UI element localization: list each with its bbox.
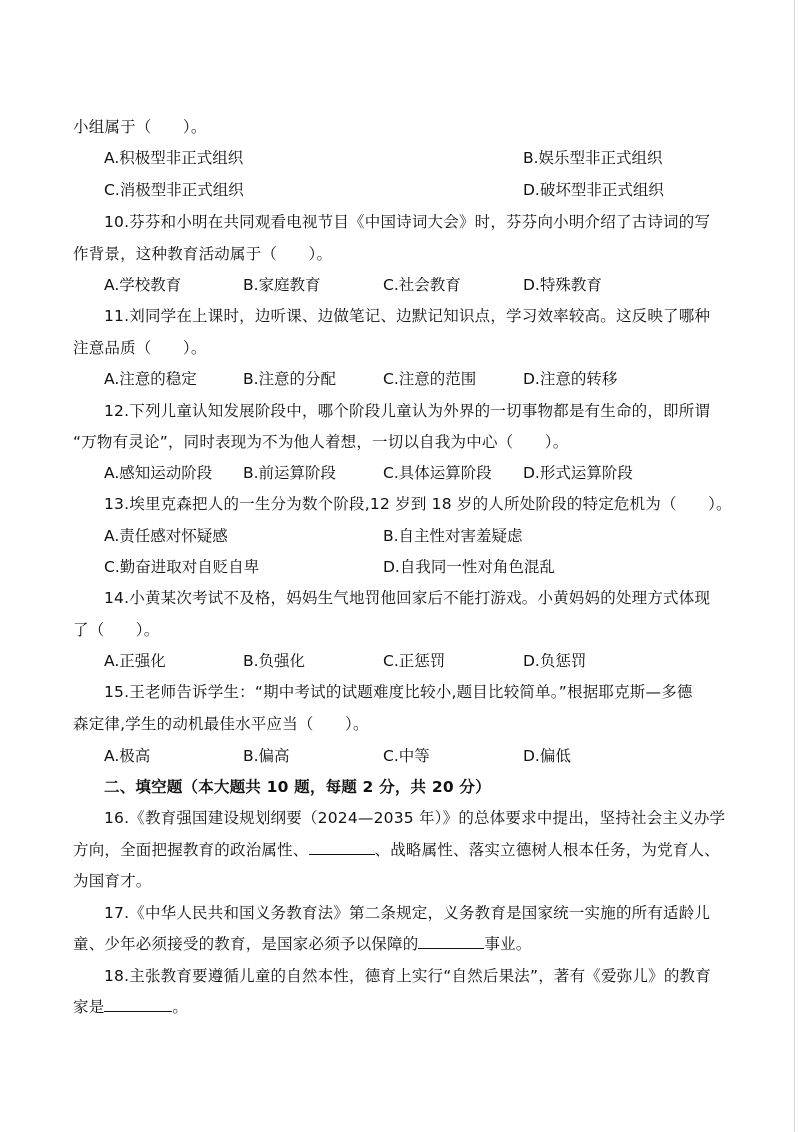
- q16-stem-line1: 16.《教育强国建设规划纲要（2024—2035 年）》的总体要求中提出，坚持社会主义办学: [104, 809, 726, 827]
- q16-answer-blank[interactable]: [309, 840, 375, 855]
- q13-option-b: B.自主性对害羞疑虑: [383, 527, 523, 545]
- q10-option-c: C.社会教育: [383, 276, 461, 294]
- q17-stem-line1: 17.《中华人民共和国义务教育法》第二条规定，义务教育是国家统一实施的所有适龄儿: [104, 904, 711, 922]
- q17-text-after-blank: 事业。: [484, 935, 532, 953]
- q16-stem-line2: [73, 838, 720, 862]
- q12-option-d: D.形式运算阶段: [523, 464, 633, 482]
- q16-text-after-blank: 、战略属性、落实立德树人根本任务，为党育人、: [374, 841, 720, 859]
- q9-option-d: D.破坏型非正式组织: [523, 181, 664, 199]
- q14-option-d: D.负惩罚: [523, 652, 587, 670]
- q11-stem-line1: 11.刘同学在上课时，边听课、边做笔记、边默记知识点，学习效率较高。这反映了哪种: [104, 307, 711, 325]
- q11-option-d: D.注意的转移: [523, 370, 618, 388]
- q18-text-before-blank: 家是: [73, 998, 105, 1016]
- q13-option-d: D.自我同一性对角色混乱: [383, 558, 555, 576]
- q15-option-b: B.偏高: [243, 747, 290, 765]
- section-heading-fill-in-blank: 二、填空题（本大题共 10 题，每题 2 分，共 20 分）: [104, 778, 491, 796]
- q14-stem-line1: 14.小黄某次考试不及格，妈妈生气地罚他回家后不能打游戏。小黄妈妈的处理方式体现: [104, 589, 711, 607]
- q11-option-b: B.注意的分配: [243, 370, 337, 388]
- q12-option-c: C.具体运算阶段: [383, 464, 492, 482]
- q11-stem-line2: 注意品质（ ）。: [73, 339, 207, 357]
- q16-text-before-blank: 方向，全面把握教育的政治属性、: [73, 841, 309, 859]
- q18-stem-line2: [73, 995, 188, 1019]
- q10-option-d: D.特殊教育: [523, 276, 602, 294]
- q15-stem-line1: 15.王老师告诉学生：“期中考试的试题难度比较小,题目比较简单。”根据耶克斯—多德: [104, 683, 693, 701]
- q16-stem-line3: 为国育才。: [73, 872, 152, 890]
- q14-option-a: A.正强化: [104, 652, 166, 670]
- q10-stem-line1: 10.芬芬和小明在共同观看电视节目《中国诗词大会》时，芬芬向小明介绍了古诗词的写: [104, 213, 711, 231]
- q15-option-a: A.极高: [104, 747, 151, 765]
- q17-stem-line2: [73, 932, 532, 956]
- q9-option-b: B.娱乐型非正式组织: [523, 149, 663, 167]
- q9-stem-tail: 小组属于（ ）。: [73, 118, 207, 136]
- q17-text-before-blank: 童、少年必须接受的教育，是国家必须予以保障的: [73, 935, 419, 953]
- q11-option-a: A.注意的稳定: [104, 370, 197, 388]
- q10-stem-line2: 作背景，这种教育活动属于（ ）。: [73, 245, 333, 263]
- q17-answer-blank[interactable]: [418, 934, 484, 949]
- q13-option-c: C.勤奋进取对自贬自卑: [104, 558, 260, 576]
- q10-option-a: A.学校教育: [104, 276, 182, 294]
- q13-stem-line1: 13.埃里克森把人的一生分为数个阶段,12 岁到 18 岁的人所处阶段的特定危机为（ ）。: [104, 495, 732, 513]
- q18-answer-blank[interactable]: [104, 997, 172, 1012]
- q12-option-a: A.感知运动阶段: [104, 464, 213, 482]
- q18-text-after-blank: 。: [172, 998, 189, 1016]
- q14-option-c: C.正惩罚: [383, 652, 446, 670]
- page-edge-divider: [794, 0, 795, 1132]
- q15-stem-line2: 森定律,学生的动机最佳水平应当（ ）。: [73, 715, 369, 733]
- q9-option-a: A.积极型非正式组织: [104, 149, 244, 167]
- q15-option-d: D.偏低: [523, 747, 571, 765]
- q14-stem-line2: 了（ ）。: [73, 621, 160, 639]
- q18-stem-line1: 18.主张教育要遵循儿童的自然本性，德育上实行“自然后果法”，著有《爱弥儿》的教育: [104, 967, 711, 985]
- q10-option-b: B.家庭教育: [243, 276, 321, 294]
- q13-option-a: A.责任感对怀疑感: [104, 527, 228, 545]
- q14-option-b: B.负强化: [243, 652, 306, 670]
- q15-option-c: C.中等: [383, 747, 430, 765]
- q12-stem-line2: “万物有灵论”，同时表现为不为他人着想，一切以自我为中心（ ）。: [73, 433, 569, 451]
- q12-option-b: B.前运算阶段: [243, 464, 337, 482]
- q9-option-c: C.消极型非正式组织: [104, 181, 244, 199]
- q12-stem-line1: 12.下列儿童认知发展阶段中，哪个阶段儿童认为外界的一切事物都是有生命的，即所谓: [104, 402, 711, 420]
- q11-option-c: C.注意的范围: [383, 370, 477, 388]
